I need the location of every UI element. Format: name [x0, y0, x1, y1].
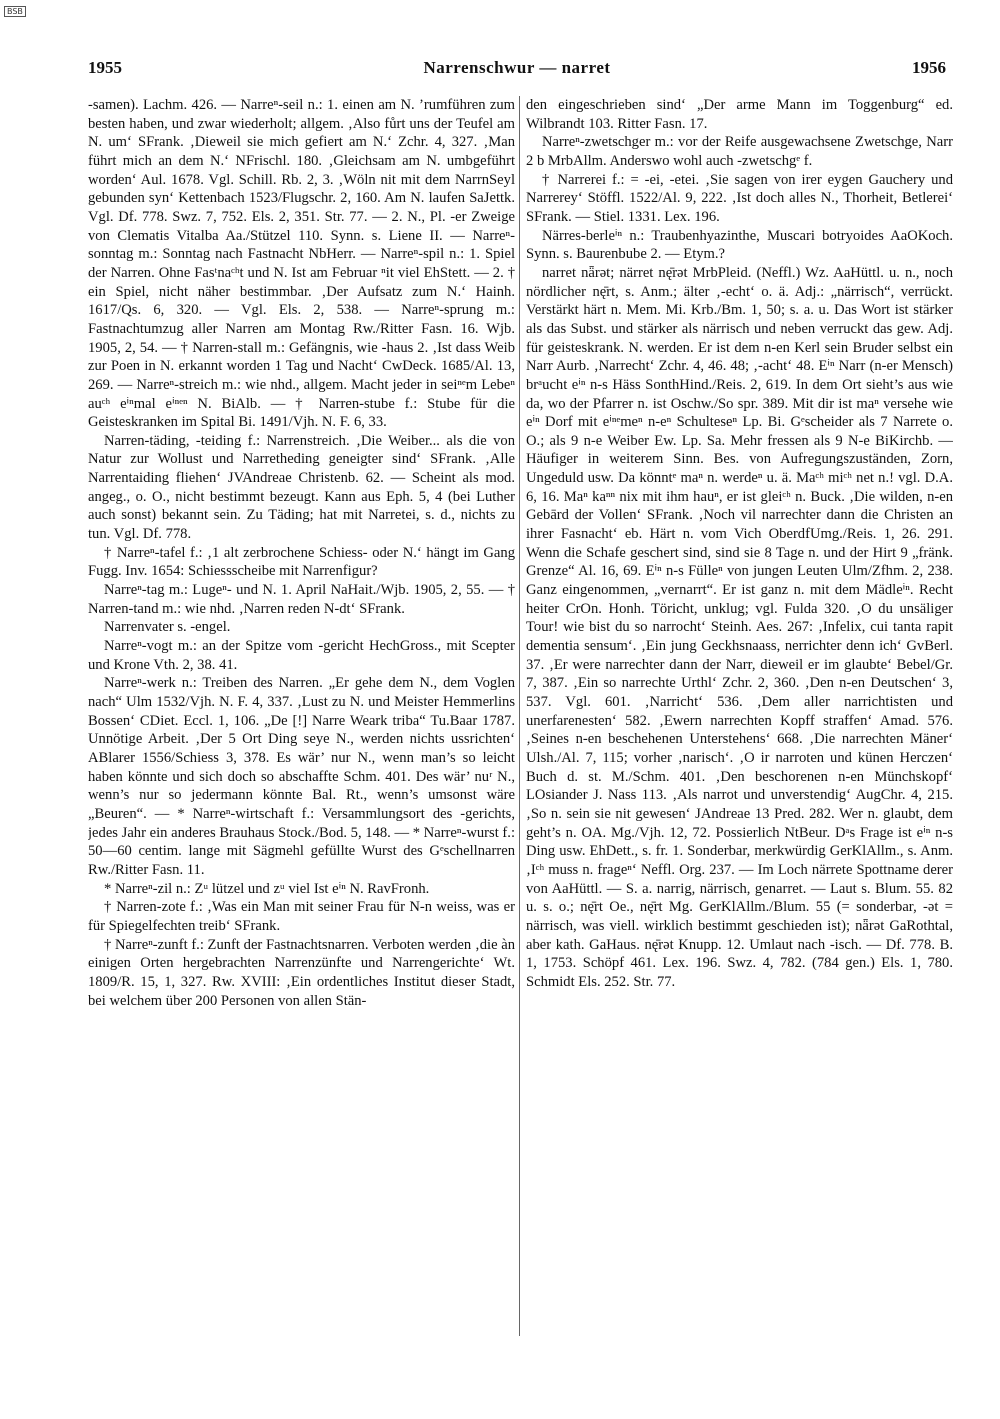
entry-paragraph: narret nǟrət; närret nę̄rət MrbPleid. (Neffl.) Wz. AaHüttl. u. n., noch nördlicher nę̄rt, s. Anm.; älter ‚-echt‘ o. ä. Adj.: „närrisch“, verrückt. Verstärkt härt n. Mem. Mi. Krb./Bm. 1, 50; s. a. u. Das Wort ist stärker als das Subst. und stärker als närrisch und neben verruckt das gew. Adj. für geisteskrank. N. werden. Er ist dem n-en Kerl sein Bruder selbst ein Narr Aurb. ‚Narrecht‘ Zchr. 4, 46. 48; ‚-acht‘ 48. Eⁱⁿ Narr (n-er Mensch) brᵃucht eⁱⁿ n-s Häss SonthHind./Reis. 2, 619. In dem Ort sieht’s aus wie da, wo der Pfarrer n. ist Oschw./So spr. 389. Mit dir ist maⁿ versehe wie eⁱⁿ Dorf mit eⁱⁿᵉmeⁿ n-eⁿ Schulteseⁿ Lp. Bi. Gᵉscheider als 7 Narrete o. O.; als 9 n-e Weiber Ew. Lp. Sa. Mehr fressen als 9 N-e BiKirchb. — Häufiger in weiterem Sinn. Bes. von Aufregungszuständen, Zorn, Ungeduld usw. Da könntᵉ maⁿ n. werdeⁿ u. ä. Maᶜʰ miᶜʰ net n.! vgl. D.A. 6, 16. Maⁿ kaⁿⁿ nix mit ihm hauⁿ, er ist gleiᶜʰ n. Buck. ‚Die wilden, n-en Gebārd der Vollen‘ SFrank. ‚Noch vil narrechter dann die Christen an ihrer Fasnacht‘ eb. Härt n. vom Vich OberdfUmg./Reis. 1, 26. 291. Wenn die Schafe geschert sind, sind sie 8 Tage n. und der Hirt 9 „fränk. Grenze“ Al. 16, 69. Eⁱⁿ n-s Fülleⁿ von jungen Leuten Ulm/Zfhm. 2, 238. Ganz eingenommen, „vernarrt“. Er ist ganz n. mit dem Mädleⁱⁿ. Recht heiter CrOn. Honh. Töricht, unklug; vgl. Fulda 320. ‚O du unsäliger Tour! wie bist du so narrocht‘ Steinh. Aes. 267: ‚Infelix, cui tanta rapit dementia sensum‘. ‚Ein jung Geckhsnaass, nerrichter denn ich‘ GvBerl. 37. ‚Er were narrechter dann der Narr, dieweil er im glaubte‘ Bebel/Gr. 7, 387. ‚Ein so narrechte Urthl‘ Zchr. 2, 360. ‚Den n-en Deutschen‘ 3, 537. Vgl. 601. ‚Narricht‘ 536. ‚Dem aller narrichtisten und unerfarenesten‘ 582. ‚Ewern narrechten Kopff straffen‘ Amad. 576. ‚Seines n-en beschehenen Unterstehens‘ 668. ‚Die narrechten Mäner‘ Ulsh./Al. 7, 115; vorher ‚narisch‘. ‚O ir narroten und künen Herczen‘ Buch d. st. M./Schm. 401. ‚Den beschorenen n-en Münchskopf‘ LOsiander J. Nass 113. ‚Als narrot und unverstendig‘ AugChr. 4, 215. ‚So n. sein sie nit gewesen‘ JAndreae 13 Pred. 282. Wer n. glaubt, dem geht’s n. OA. Mg./Vjh. 12, 72. Possierlich NtBeur. Dᵃs Frage ist eⁱⁿ n-s Ding usw. EhDett., s. fr. 1. Sonderbar, merkwürdig GerKlAllm., s. Anm. ‚Iᶜʰ muss n. frageⁿ‘ Neffl. Org. 237. — Im Loch närrete Spottname derer von AaHüttl. — S. a. narrig, närrisch, genarret. — Laut s. Blum. 55. 82 u. s. o.; nę̄rt Oe., nę̄rt Mg. GerKlAllm./Blum. 55 (= sonderbar, -ət = närrisch, was viell. wirklich bestimmt geschieden ist); nǟrət GaRothtal, aber kath. GaHaus. nę̄rət Knupp. 12. Umlaut nach -isch. — Df. 778. B. 1, 1753. Schöpf 461. Lex. 196. Swz. 4, 782. (784 gen.) Els. 1, 780. Schmidt Els. 252. Str. 77. — [526, 264, 953, 990]
library-stamp: BSB — [4, 6, 26, 17]
entry-paragraph: Narren-täding, -teiding f.: Narrenstreich. ‚Die Weiber... als die von Natur zur Wollust und Narretheding geneigter sind‘ SFrank. ‚Alle Narrentaiding fliehen‘ JVAndreae Christenb. 62. — Scheint als mod. angeg., o. O., nicht bestimmt bezeugt. Kann aus Eph. 5, 4 (bei Luther auch sonst) bekannt sein. Zu Täding; hat mit Narretei, s. d., nichts zu tun. Vgl. Df. 778. — [88, 432, 515, 543]
running-title: Narrenschwur — narret — [423, 58, 611, 77]
entry-paragraph: † Narrerei f.: = -ei, -etei. ‚Sie sagen von irer eygen Gauchery und Narrerey‘ Stöffl. 1522/Al. 9, 222. ‚Ist doch alles N., Thorheit, Betlerei‘ SFrank. — Stiel. 1331. Lex. 196. — [526, 171, 953, 225]
left-column — [88, 96, 515, 1406]
entry-paragraph: Narreⁿ-tag m.: Lugeⁿ- und N. 1. April NaHait./Wjb. 1905, 2, 55. — † Narren-tand m.: wie nhd. ‚Narren reden N-dt‘ SFrank. — [88, 582, 515, 617]
page-number-left: 1955 — [88, 58, 122, 77]
entry-paragraph: Narrenvater s. -engel. — [104, 619, 231, 636]
entry-paragraph: * Narreⁿ-zil n.: Zᵘ lützel und zᵘ viel Ist eⁱⁿ N. RavFronh. — [104, 880, 430, 897]
entry-paragraph: Narreⁿ-vogt m.: an der Spitze vom -gericht HechGross., mit Scepter und Krone Vth. 2, 38. 41. — [88, 638, 515, 673]
entry-paragraph: Narreⁿ-werk n.: Treiben des Narren. „Er gehe dem N., dem Voglen nach“ Ulm 1532/Vjh. N. F. 4, 337. ‚Lust zu N. und Meister Hemmerlins Bossen‘ CDiet. Eccl. 1, 106. „De [!] Narre Weark triba“ Tu.Baar 1787. Unnötige Arbeit. ‚Der 5 Ort Ding seye N., werden nichts ussrichten‘ ABlarer 1556/Schiess 3, 378. Es wär’ nur N., wenn man’s so leicht haben könnte und sich doch so abschaffte Schm. 401. Des wär’ nuʳ N., wenn’s nur so jedermann könnte Bal. Rt., wenn’s umsonst wäre „Beuren“. — * Narreⁿ-wirtschaft f.: Versammlungsort des -gerichts, jedes Jahr ein anderes Brauhaus Stock./Bod. 5, 148. — * Narreⁿ-wurst f.: 50—60 centim. lange mit Sägmehl gefüllte Wurst des Gᵉschellnarren Rw./Ritter Fasn. 11. — [88, 675, 515, 878]
entry-paragraph: Narreⁿ-zwetschger m.: vor der Reife ausgewachsene Zwetschge, Narr 2 b MrbAllm. Anderswo wohl auch -zwetschgᵉ f. — [526, 134, 953, 169]
right-column — [526, 96, 953, 1406]
column-divider — [519, 96, 520, 1336]
page-number-right: 1956 — [912, 58, 946, 77]
entry-paragraph: † Narreⁿ-tafel f.: ‚1 alt zerbrochene Schiess- oder N.‘ hängt im Gang Fugg. Inv. 1654: Schiessscheibe mit Narrenfigur? — [88, 544, 515, 580]
entry-paragraph: den eingeschrieben sind‘ „Der arme Mann im Toggenburg“ ed. Wilbrandt 103. Ritter Fasn. 17. — [526, 97, 953, 132]
entry-paragraph: -samen). Lachm. 426. — Narreⁿ-seil n.: 1. einen am N. ’rumführen zum besten haben, und zwar wiederholt; allgem. ‚Also fůrt uns der Teufel am N. um‘ SFrank. ‚Dieweil sie mich gefiert am N.‘ Zchr. 4, 327. ‚Man führt mich an dem N.‘ NFrischl. 180. ‚Gleichsam am N. umbgeführt worden‘ Aul. 1678. Vgl. Schill. Rb. 2, 3. ‚Wöln nit mit dem NarrnSeyl gebunden syn‘ Kettenbach 1523/Flugschr. 2, 160. Am N. laufen SaJettk. Vgl. Df. 778. Swz. 7, 752. Els. 2, 351. Str. 77. — 2. N., Pl. -er Zweige von Clematis Vitalba Aa./Stützel 110. Synn. s. Liene II. — Narreⁿ-sonntag m.: Sonntag nach Fastnacht NbHerr. — Narreⁿ-spil n.: 1. Spiel der Narren. Ohne Fasᵗnaᶜʰt und N. Ist am Februar ⁿit viel EhStett. — 2. † ein Spiel, nicht näher bestimmbar. ‚Der Aufsatz zum N.‘ Hainh. 1617/Qs. 6, 320. — Vgl. Els. 2, 538. — Narreⁿ-sprung m.: Fastnachtumzug aller Narren am Montag Rw./Ritter Fasn. 16. Wjb. 1905, 2, 54. — † Narren-stall m.: Gefängnis, wie -haus 2. ‚Ist dass Weib zur Poen in N. erkannt worden 1 Tag und Nacht‘ CwDeck. 1685/Al. 13, 269. — Narreⁿ-streich m.: wie nhd., allgem. Macht jeder in seiⁿᵉm Lebeⁿ auᶜʰ eⁱⁿmal eⁱⁿᵉⁿ N. BiAlb. — † Narren-stube f.: Stube für die Geisteskranken im Spital Bi. 1491/Vjh. N. F. 6, 33. — [88, 97, 515, 431]
entry-paragraph: Närres-berleⁱⁿ n.: Traubenhyazinthe, Muscari botryoides AaOKoch. Synn. s. Baurenbube 2. — Etym.? — [526, 227, 953, 263]
entry-paragraph: † Narreⁿ-zunft f.: Zunft der Fastnachtsnarren. Verboten werden ‚die àn einigen Orten hergebrachten Narrenzünfte und Narrengerichte‘ Wt. 1809/R. 15, 1, 327. Rw. XVIII: ‚Ein ordentliches Institut dieser Stadt, bei welchem über 200 Personen von allen Stän- — [88, 936, 515, 1009]
entry-paragraph: † Narren-zote f.: ‚Was ein Man mit seiner Frau für N-n weiss, was er für Spiegelfechten treib‘ SFrank. — [88, 899, 515, 934]
page-header — [88, 58, 946, 84]
